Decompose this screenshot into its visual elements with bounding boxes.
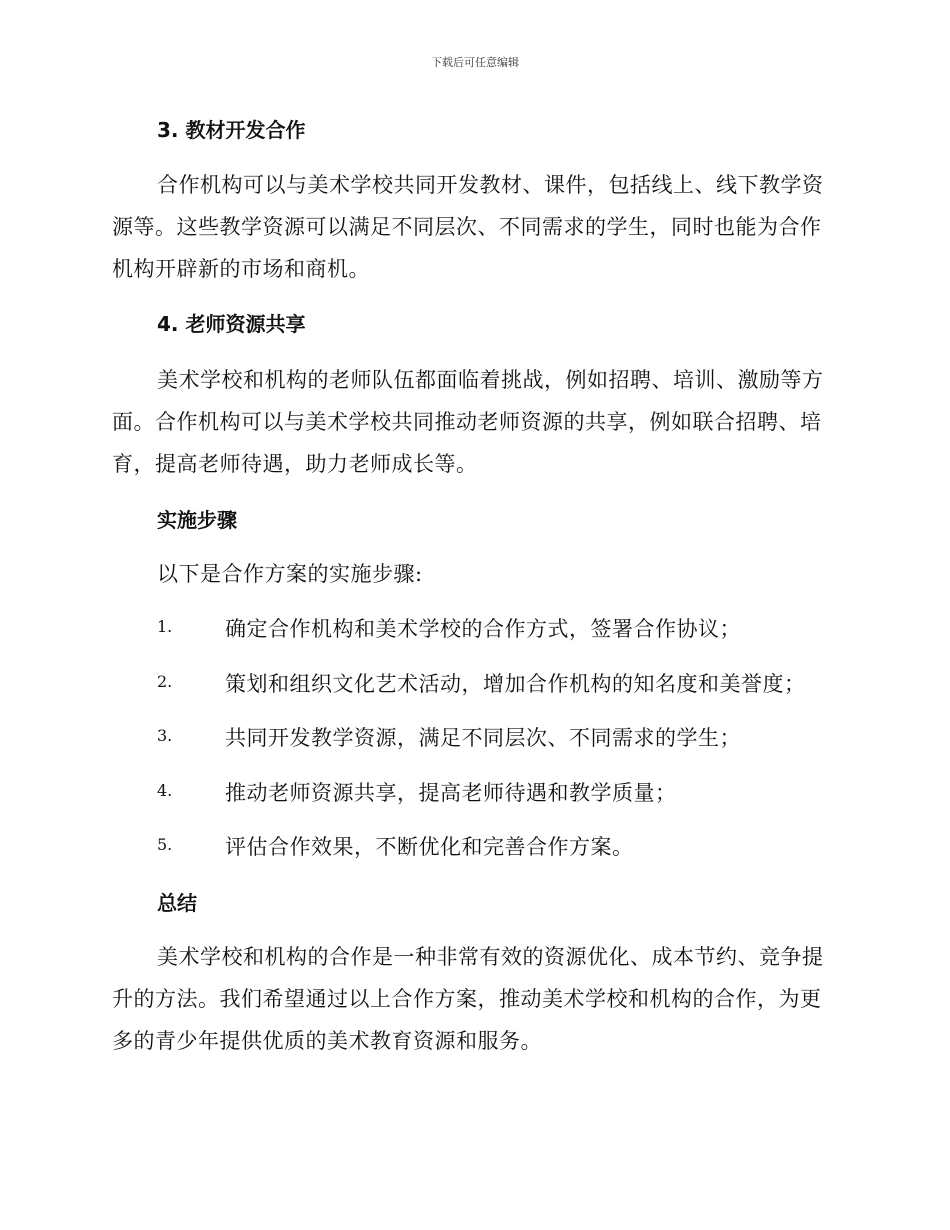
summary-line-3: 多的青少年提供优质的美术教育资源和服务。 [112, 1029, 542, 1053]
section-4-line-2: 面。合作机构可以与美术学校共同推动老师资源的共享，例如联合招聘、培 [112, 410, 822, 434]
section-4-line-3: 育，提高老师待遇，助力老师成长等。 [112, 452, 478, 476]
list-item-number: 1. [157, 617, 173, 636]
summary-heading: 总结 [157, 891, 197, 915]
section-4-heading: 4. 老师资源共享 [157, 312, 306, 336]
section-3-heading: 3. 教材开发合作 [157, 118, 306, 142]
section-3-line-1: 合作机构可以与美术学校共同开发教材、课件，包括线上、线下教学资 [157, 173, 824, 197]
list-item-text: 确定合作机构和美术学校的合作方式，签署合作协议； [225, 617, 741, 641]
list-item-number: 5. [157, 835, 173, 854]
header-note: 下载后可任意编辑 [431, 56, 519, 69]
list-item-number: 4. [157, 781, 173, 800]
list-item-text: 评估合作效果，不断优化和完善合作方案。 [225, 835, 634, 859]
list-item-number: 2. [157, 672, 173, 691]
list-item-text: 策划和组织文化艺术活动，增加合作机构的知名度和美誉度； [225, 672, 806, 696]
list-item-number: 3. [157, 726, 173, 745]
section-4-line-1: 美术学校和机构的老师队伍都面临着挑战，例如招聘、培训、激励等方 [157, 368, 824, 392]
section-3-line-2: 源等。这些教学资源可以满足不同层次、不同需求的学生，同时也能为合作 [112, 215, 822, 239]
summary-line-2: 升的方法。我们希望通过以上合作方案，推动美术学校和机构的合作，为更 [112, 987, 822, 1011]
section-3-line-3: 机构开辟新的市场和商机。 [112, 257, 370, 281]
list-item-text: 共同开发教学资源，满足不同层次、不同需求的学生； [225, 726, 741, 750]
steps-intro: 以下是合作方案的实施步骤: [157, 562, 423, 586]
list-item-text: 推动老师资源共享，提高老师待遇和教学质量； [225, 781, 677, 805]
steps-heading: 实施步骤 [157, 508, 237, 532]
summary-line-1: 美术学校和机构的合作是一种非常有效的资源优化、成本节约、竞争提 [157, 945, 824, 969]
